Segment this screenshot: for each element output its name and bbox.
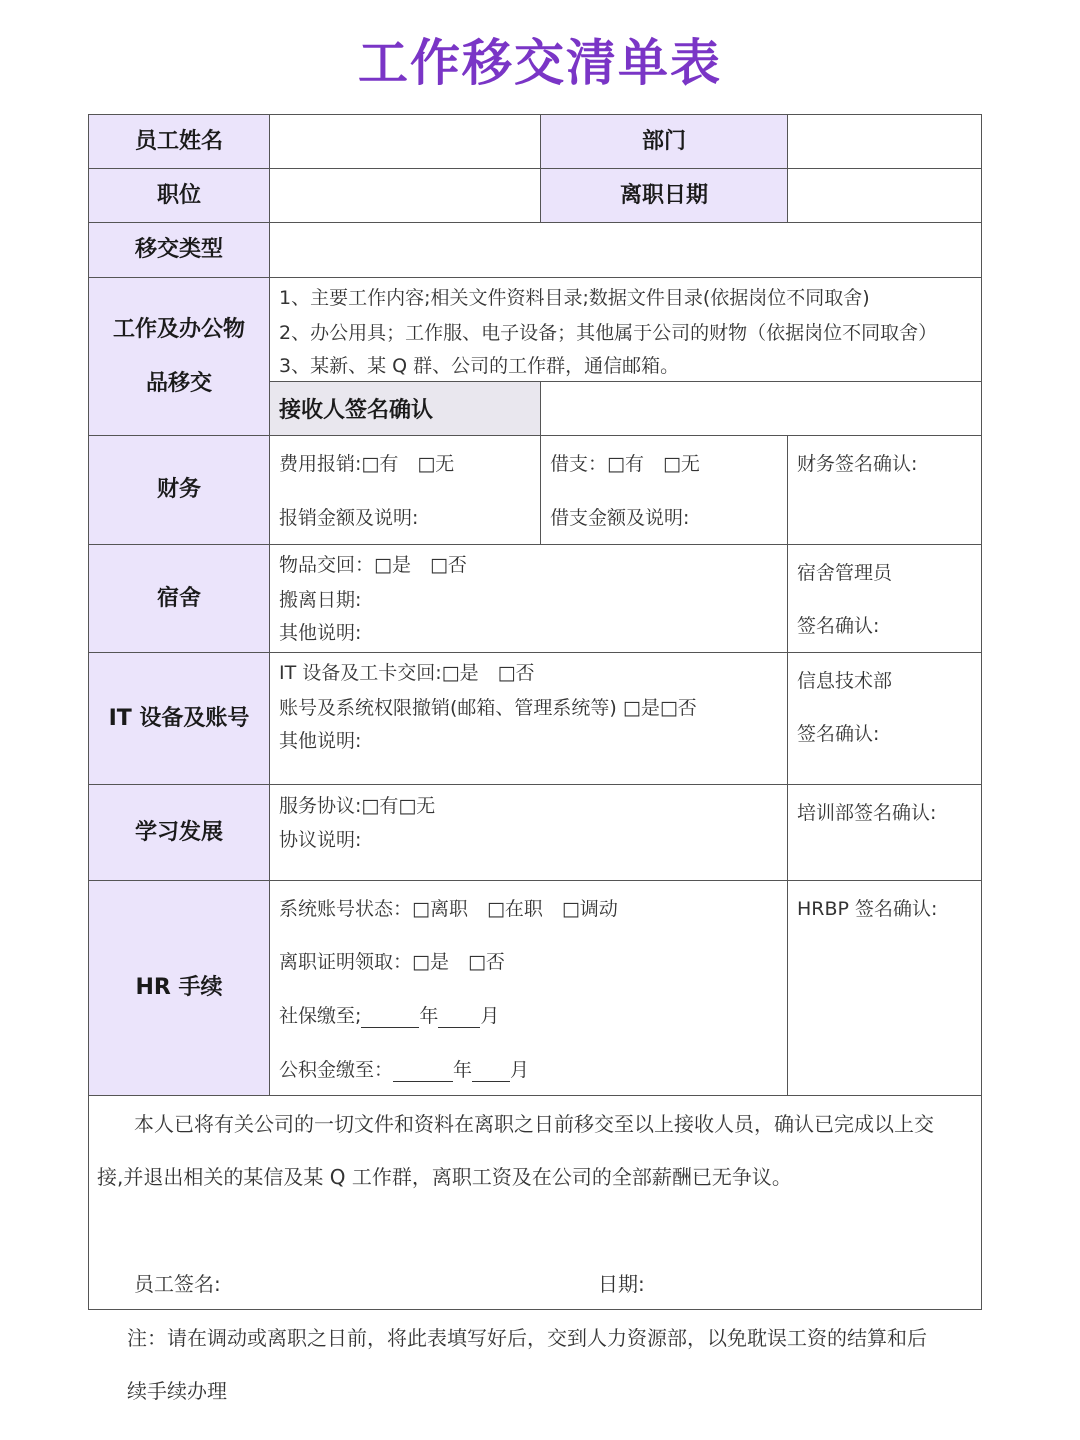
employee-name-label: 员工姓名 [88,114,270,169]
dorm-item-other: 其他说明: [279,622,362,644]
work-items-label-line1: 工作及办公物 [112,316,245,342]
hr-certificate: 离职证明领取：□是 □否 [279,951,505,973]
study-item-agreement: 服务协议:□有□无 [279,795,436,817]
fund-year-blank[interactable] [393,1061,453,1082]
finance-expense: 费用报销:□有 □无 [279,453,455,475]
declaration-line1: 本人已将有关公司的一切文件和资料在离职之日前移交至以上接收人员，确认已完成以上交 [134,1112,934,1136]
it-sign-title: 信息技术部 [797,670,893,692]
finance-loan-cell [540,435,788,545]
receiver-sign-label: 接收人签名确认 [269,381,541,436]
work-items-list [269,277,982,382]
leave-date-label: 离职日期 [540,168,788,223]
it-sign-cell[interactable] [787,652,982,785]
fund-month-blank[interactable] [472,1061,510,1082]
form-title: 工作移交清单表 [358,34,722,92]
it-items-cell [269,652,788,785]
fund-month: 月 [510,1059,530,1081]
hr-housing-fund [279,1058,529,1082]
study-item-note: 协议说明: [279,829,362,851]
finance-sign: 财务签名确认: [797,453,918,475]
dorm-item-move-date: 搬离日期: [279,589,362,611]
leave-date-field[interactable] [787,168,982,223]
work-item-1: 1、主要工作内容;相关文件资料目录;数据文件目录(依据岗位不同取舍) [279,287,870,309]
dorm-label: 宿舍 [88,544,270,653]
finance-expense-cell [269,435,541,545]
social-month: 月 [480,1005,500,1027]
department-field[interactable] [787,114,982,169]
finance-loan-note: 借支金额及说明: [550,507,690,529]
hr-account-status: 系统账号状态：□离职 □在职 □调动 [279,898,618,920]
transfer-type-label: 移交类型 [88,222,270,278]
work-items-label [88,277,270,436]
dorm-sign-confirm: 签名确认: [797,615,880,637]
social-month-blank[interactable] [438,1007,480,1028]
hr-items-cell [269,880,788,1096]
work-item-3: 3、某新、某 Q 群、公司的工作群，通信邮箱。 [279,355,680,377]
work-items-label-line2: 品移交 [145,370,212,396]
fund-year: 年 [453,1059,473,1081]
note-line1: 注：请在调动或离职之日前，将此表填写好后，交到人力资源部，以免耽误工资的结算和后 [127,1326,927,1350]
study-label: 学习发展 [88,784,270,881]
position-label: 职位 [88,168,270,223]
declaration-box [88,1095,982,1310]
position-field[interactable] [269,168,541,223]
dorm-sign-cell[interactable] [787,544,982,653]
note-line2: 续手续办理 [127,1379,227,1403]
finance-loan: 借支：□有 □无 [550,453,700,475]
department-label: 部门 [540,114,788,169]
study-sign-cell[interactable] [787,784,982,881]
work-item-2: 2、办公用具；工作服、电子设备；其他属于公司的财物（依据岗位不同取舍） [279,322,938,344]
it-item-other: 其他说明: [279,730,362,752]
hr-fund-label: 公积金缴至： [279,1059,394,1081]
hr-label: HR 手续 [88,880,270,1096]
study-items-cell [269,784,788,881]
employee-signature[interactable]: 员工签名: [134,1272,221,1296]
transfer-type-field[interactable] [269,222,982,278]
it-sign-confirm: 签名确认: [797,723,880,745]
signature-date[interactable]: 日期: [598,1272,645,1296]
hr-social-label: 社保缴至; [279,1005,362,1027]
hr-social-insurance [279,1004,499,1028]
dorm-items-cell [269,544,788,653]
finance-label: 财务 [88,435,270,545]
it-label: IT 设备及账号 [88,652,270,785]
it-item-revoke: 账号及系统权限撤销(邮箱、管理系统等) □是□否 [279,697,697,719]
dorm-sign-title: 宿舍管理员 [797,562,893,584]
hr-sign: HRBP 签名确认: [797,898,938,920]
employee-name-field[interactable] [269,114,541,169]
it-item-return: IT 设备及工卡交回:□是 □否 [279,662,535,684]
social-year: 年 [419,1005,439,1027]
declaration-line2: 接,并退出相关的某信及某 Q 工作群，离职工资及在公司的全部薪酬已无争议。 [97,1165,792,1189]
social-year-blank[interactable] [361,1007,419,1028]
hr-sign-cell[interactable] [787,880,982,1096]
receiver-sign-field[interactable] [540,381,982,436]
finance-sign-cell[interactable] [787,435,982,545]
finance-expense-note: 报销金额及说明: [279,507,419,529]
dorm-item-return: 物品交回：□是 □否 [279,554,467,576]
study-sign: 培训部签名确认: [797,802,937,824]
